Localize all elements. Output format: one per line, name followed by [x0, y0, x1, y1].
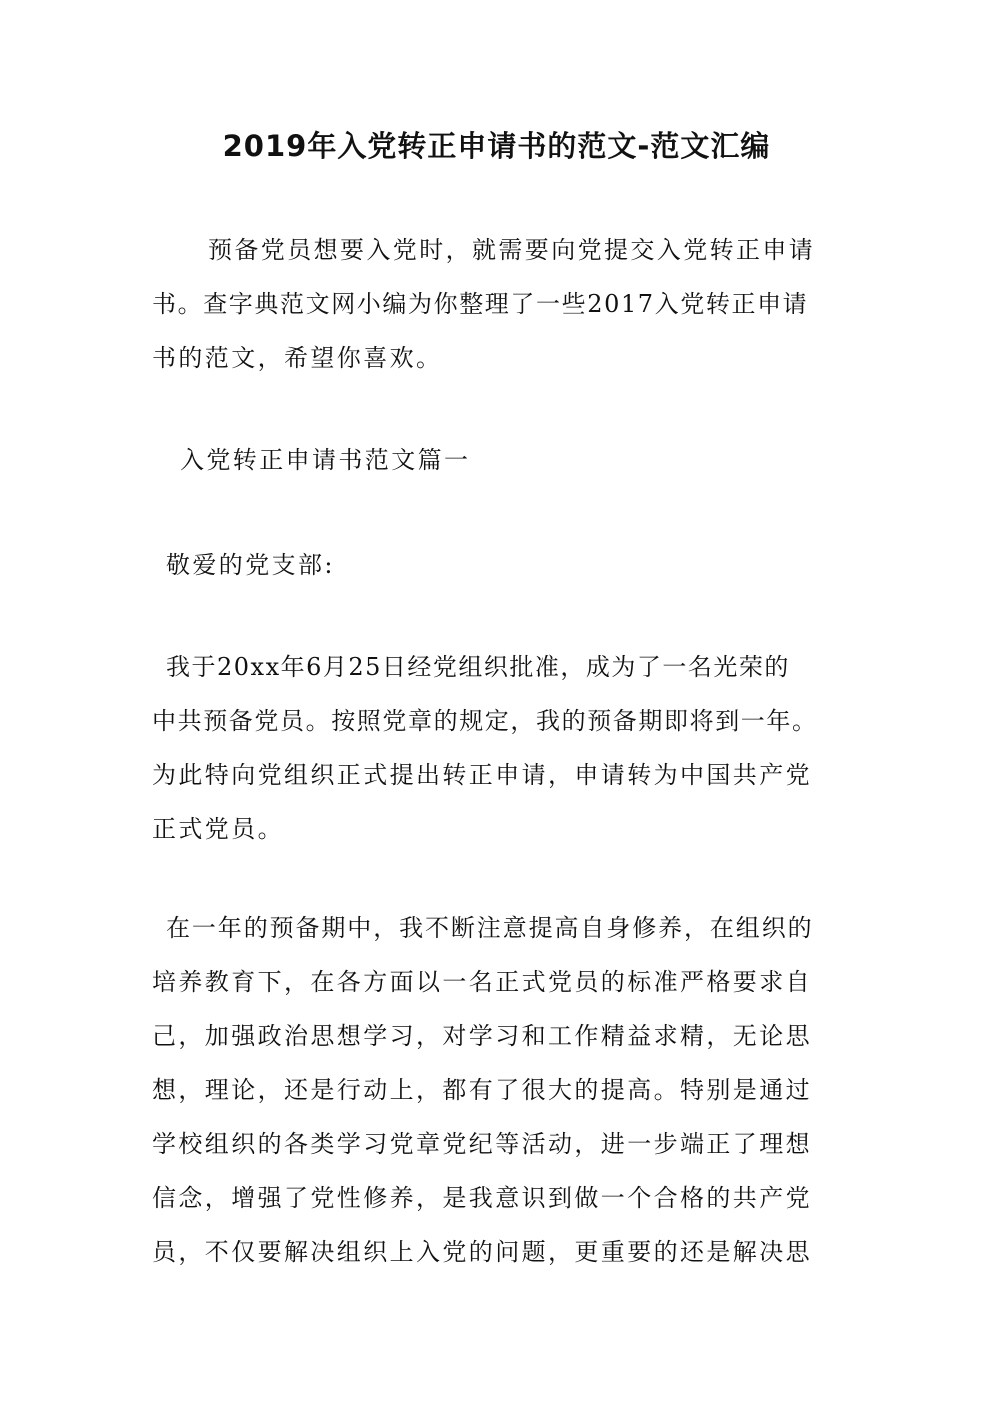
paragraph2-line-3: 己，加强政治思想学习，对学习和工作精益求精，无论思 [152, 1022, 812, 1050]
paragraph2-line-5: 学校组织的各类学习党章党纪等活动，进一步端正了理想 [152, 1130, 812, 1158]
paragraph2-line-7: 员，不仅要解决组织上入党的问题，更重要的还是解决思 [152, 1238, 812, 1266]
paragraph2-line-6: 信念，增强了党性修养，是我意识到做一个合格的共产党 [152, 1184, 812, 1212]
intro-line-3: 书的范文，希望你喜欢。 [152, 344, 443, 372]
intro-line-1: 预备党员想要入党时，就需要向党提交入党转正申请 [208, 236, 816, 264]
paragraph2-line-4: 想，理论，还是行动上，都有了很大的提高。特别是通过 [152, 1076, 812, 1104]
salutation: 敬爱的党支部: [166, 551, 335, 579]
paragraph1-line-2: 中共预备党员。按照党章的规定，我的预备期即将到一年。 [152, 707, 818, 735]
paragraph1-line-1: 我于20xx年6月25日经党组织批准，成为了一名光荣的 [166, 653, 790, 681]
paragraph1-line-3: 为此特向党组织正式提出转正申请，申请转为中国共产党 [152, 761, 812, 789]
section-heading: 入党转正申请书范文篇一 [180, 446, 471, 474]
paragraph2-line-2: 培养教育下，在各方面以一名正式党员的标准严格要求自 [152, 968, 812, 996]
intro-line-2: 书。查字典范文网小编为你整理了一些2017入党转正申请 [152, 290, 809, 318]
document-title: 2019年入党转正申请书的范文-范文汇编 [222, 129, 771, 163]
paragraph1-line-4: 正式党员。 [152, 815, 284, 843]
paragraph2-line-1: 在一年的预备期中，我不断注意提高自身修养，在组织的 [166, 914, 814, 942]
